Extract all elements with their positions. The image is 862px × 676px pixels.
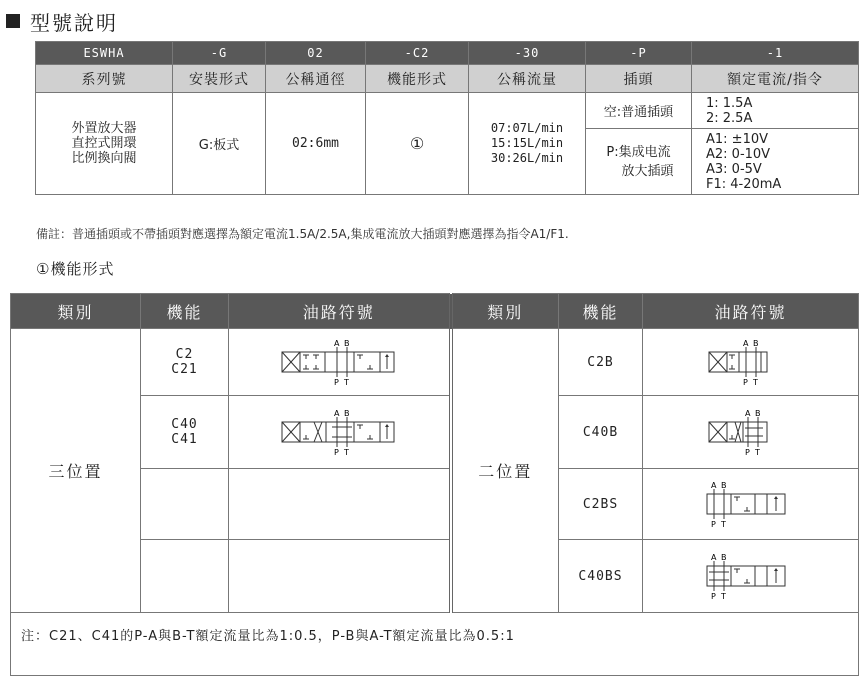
function-code: C40B <box>559 396 643 469</box>
port-p-label: P <box>742 378 748 387</box>
current-cell <box>692 93 859 129</box>
code-cell: -P <box>586 42 692 65</box>
port-t-label: T <box>752 378 758 387</box>
valve-symbol-c2 <box>268 337 410 387</box>
hydraulic-symbol-cell <box>229 329 451 396</box>
header-symbol: 油路符號 <box>229 294 451 329</box>
empty-symbol-cell <box>229 469 451 540</box>
remark-note: 備註：普通插頭或不帶插頭對應選擇為額定電流1.5A/2.5A,集成電流放大插頭對應選擇為指令A1/F1. <box>36 227 569 241</box>
port-b-label: B <box>720 481 726 490</box>
function-code: C40BS <box>559 540 643 613</box>
model-code-table <box>35 41 859 195</box>
function-table <box>10 293 859 676</box>
port-p-label: P <box>333 378 339 387</box>
valve-symbol-c40 <box>268 407 410 457</box>
code-cell: 02 <box>266 42 366 65</box>
function-code: C40 <box>171 417 198 432</box>
empty-symbol-cell <box>229 540 451 613</box>
command-line: A3: 0-5V <box>706 161 762 177</box>
port-p-label: P <box>710 520 716 529</box>
header-cell: 插頭 <box>586 65 692 93</box>
port-b-label: B <box>754 409 760 418</box>
section-header <box>6 6 118 36</box>
valve-symbol-c2bs <box>701 479 801 529</box>
function-code: C41 <box>171 432 198 447</box>
hydraulic-symbol-cell <box>643 469 859 540</box>
header-function: 機能 <box>559 294 643 329</box>
hydraulic-symbol-cell <box>643 540 859 613</box>
series-line: 直控式開環 <box>71 136 137 151</box>
header-row <box>36 65 859 93</box>
category-three-position: 三位置 <box>11 329 141 613</box>
series-line: 外置放大器 <box>71 121 137 136</box>
function-header-row <box>11 294 859 329</box>
flow-cell <box>469 93 586 195</box>
port-b-label: B <box>343 339 350 348</box>
header-cell: 額定電流/指令 <box>692 65 859 93</box>
port-a-label: A <box>742 339 748 348</box>
port-a-label: A <box>710 553 716 562</box>
page-title: 型號說明 <box>30 10 118 35</box>
port-b-label: B <box>720 553 726 562</box>
flow-line: 07:07L/min <box>490 121 564 135</box>
plug-line: P:集成电流 <box>606 144 671 160</box>
function-footnote: 注：C21、C41的P-A與B-T額定流量比為1:0.5，P-B與A-T額定流量比為0.5:1 <box>11 613 859 676</box>
hydraulic-symbol-cell <box>643 396 859 469</box>
section-subtitle: ①機能形式 <box>36 260 115 278</box>
command-line: A1: ±10V <box>706 131 769 147</box>
port-a-label: A <box>744 409 750 418</box>
header-cell: 公稱通徑 <box>266 65 366 93</box>
port-p-label: P <box>744 448 750 457</box>
header-cell: 公稱流量 <box>469 65 586 93</box>
header-cell: 機能形式 <box>366 65 469 93</box>
code-row <box>36 42 859 65</box>
empty-function-cell <box>141 469 229 540</box>
plug-line: 放大插頭 <box>621 163 674 179</box>
series-cell <box>36 93 173 195</box>
port-t-label: T <box>754 448 760 457</box>
function-code: C21 <box>171 362 198 377</box>
empty-function-cell <box>141 540 229 613</box>
port-t-label: T <box>343 448 349 457</box>
header-category: 類別 <box>451 294 559 329</box>
function-code: C2BS <box>559 469 643 540</box>
mounting-cell: G:板式 <box>173 93 266 195</box>
port-p-label: P <box>710 592 716 601</box>
square-bullet-icon <box>6 14 20 28</box>
plug-normal-cell: 空:普通插頭 <box>586 93 692 129</box>
plug-integrated-cell <box>586 129 692 195</box>
category-two-position: 二位置 <box>451 329 559 613</box>
port-a-label: A <box>710 481 716 490</box>
header-cell: 安裝形式 <box>173 65 266 93</box>
current-line: 1: 1.5A <box>706 95 753 111</box>
hydraulic-symbol-cell <box>229 396 451 469</box>
function-code: C2B <box>559 329 643 396</box>
header-symbol: 油路符號 <box>643 294 859 329</box>
command-line: A2: 0-10V <box>706 146 771 162</box>
valve-symbol-c40b <box>701 407 801 457</box>
header-cell: 系列號 <box>36 65 173 93</box>
code-cell: -30 <box>469 42 586 65</box>
flow-line: 15:15L/min <box>490 136 564 150</box>
port-t-label: T <box>343 378 349 387</box>
hydraulic-symbol-cell <box>643 329 859 396</box>
port-t-label: T <box>720 592 726 601</box>
header-function: 機能 <box>141 294 229 329</box>
series-line: 比例換向閥 <box>71 151 137 166</box>
current-line: 2: 2.5A <box>706 110 753 126</box>
command-line: F1: 4-20mA <box>706 176 782 192</box>
flow-line: 30:26L/min <box>490 151 564 165</box>
port-a-label: A <box>333 339 340 348</box>
function-cell: ① <box>366 93 469 195</box>
code-cell: -1 <box>692 42 859 65</box>
port-b-label: B <box>343 409 350 418</box>
size-cell: 02:6mm <box>266 93 366 195</box>
function-code-cell <box>141 396 229 469</box>
valve-symbol-c40bs <box>701 551 801 601</box>
function-code: C2 <box>175 347 194 362</box>
port-a-label: A <box>333 409 340 418</box>
header-category: 類別 <box>11 294 141 329</box>
port-b-label: B <box>752 339 758 348</box>
valve-symbol-c2b <box>701 337 801 387</box>
function-code-cell <box>141 329 229 396</box>
port-t-label: T <box>720 520 726 529</box>
code-cell: ESWHA <box>36 42 173 65</box>
code-cell: -G <box>173 42 266 65</box>
command-cell <box>692 129 859 195</box>
port-p-label: P <box>333 448 339 457</box>
code-cell: -C2 <box>366 42 469 65</box>
